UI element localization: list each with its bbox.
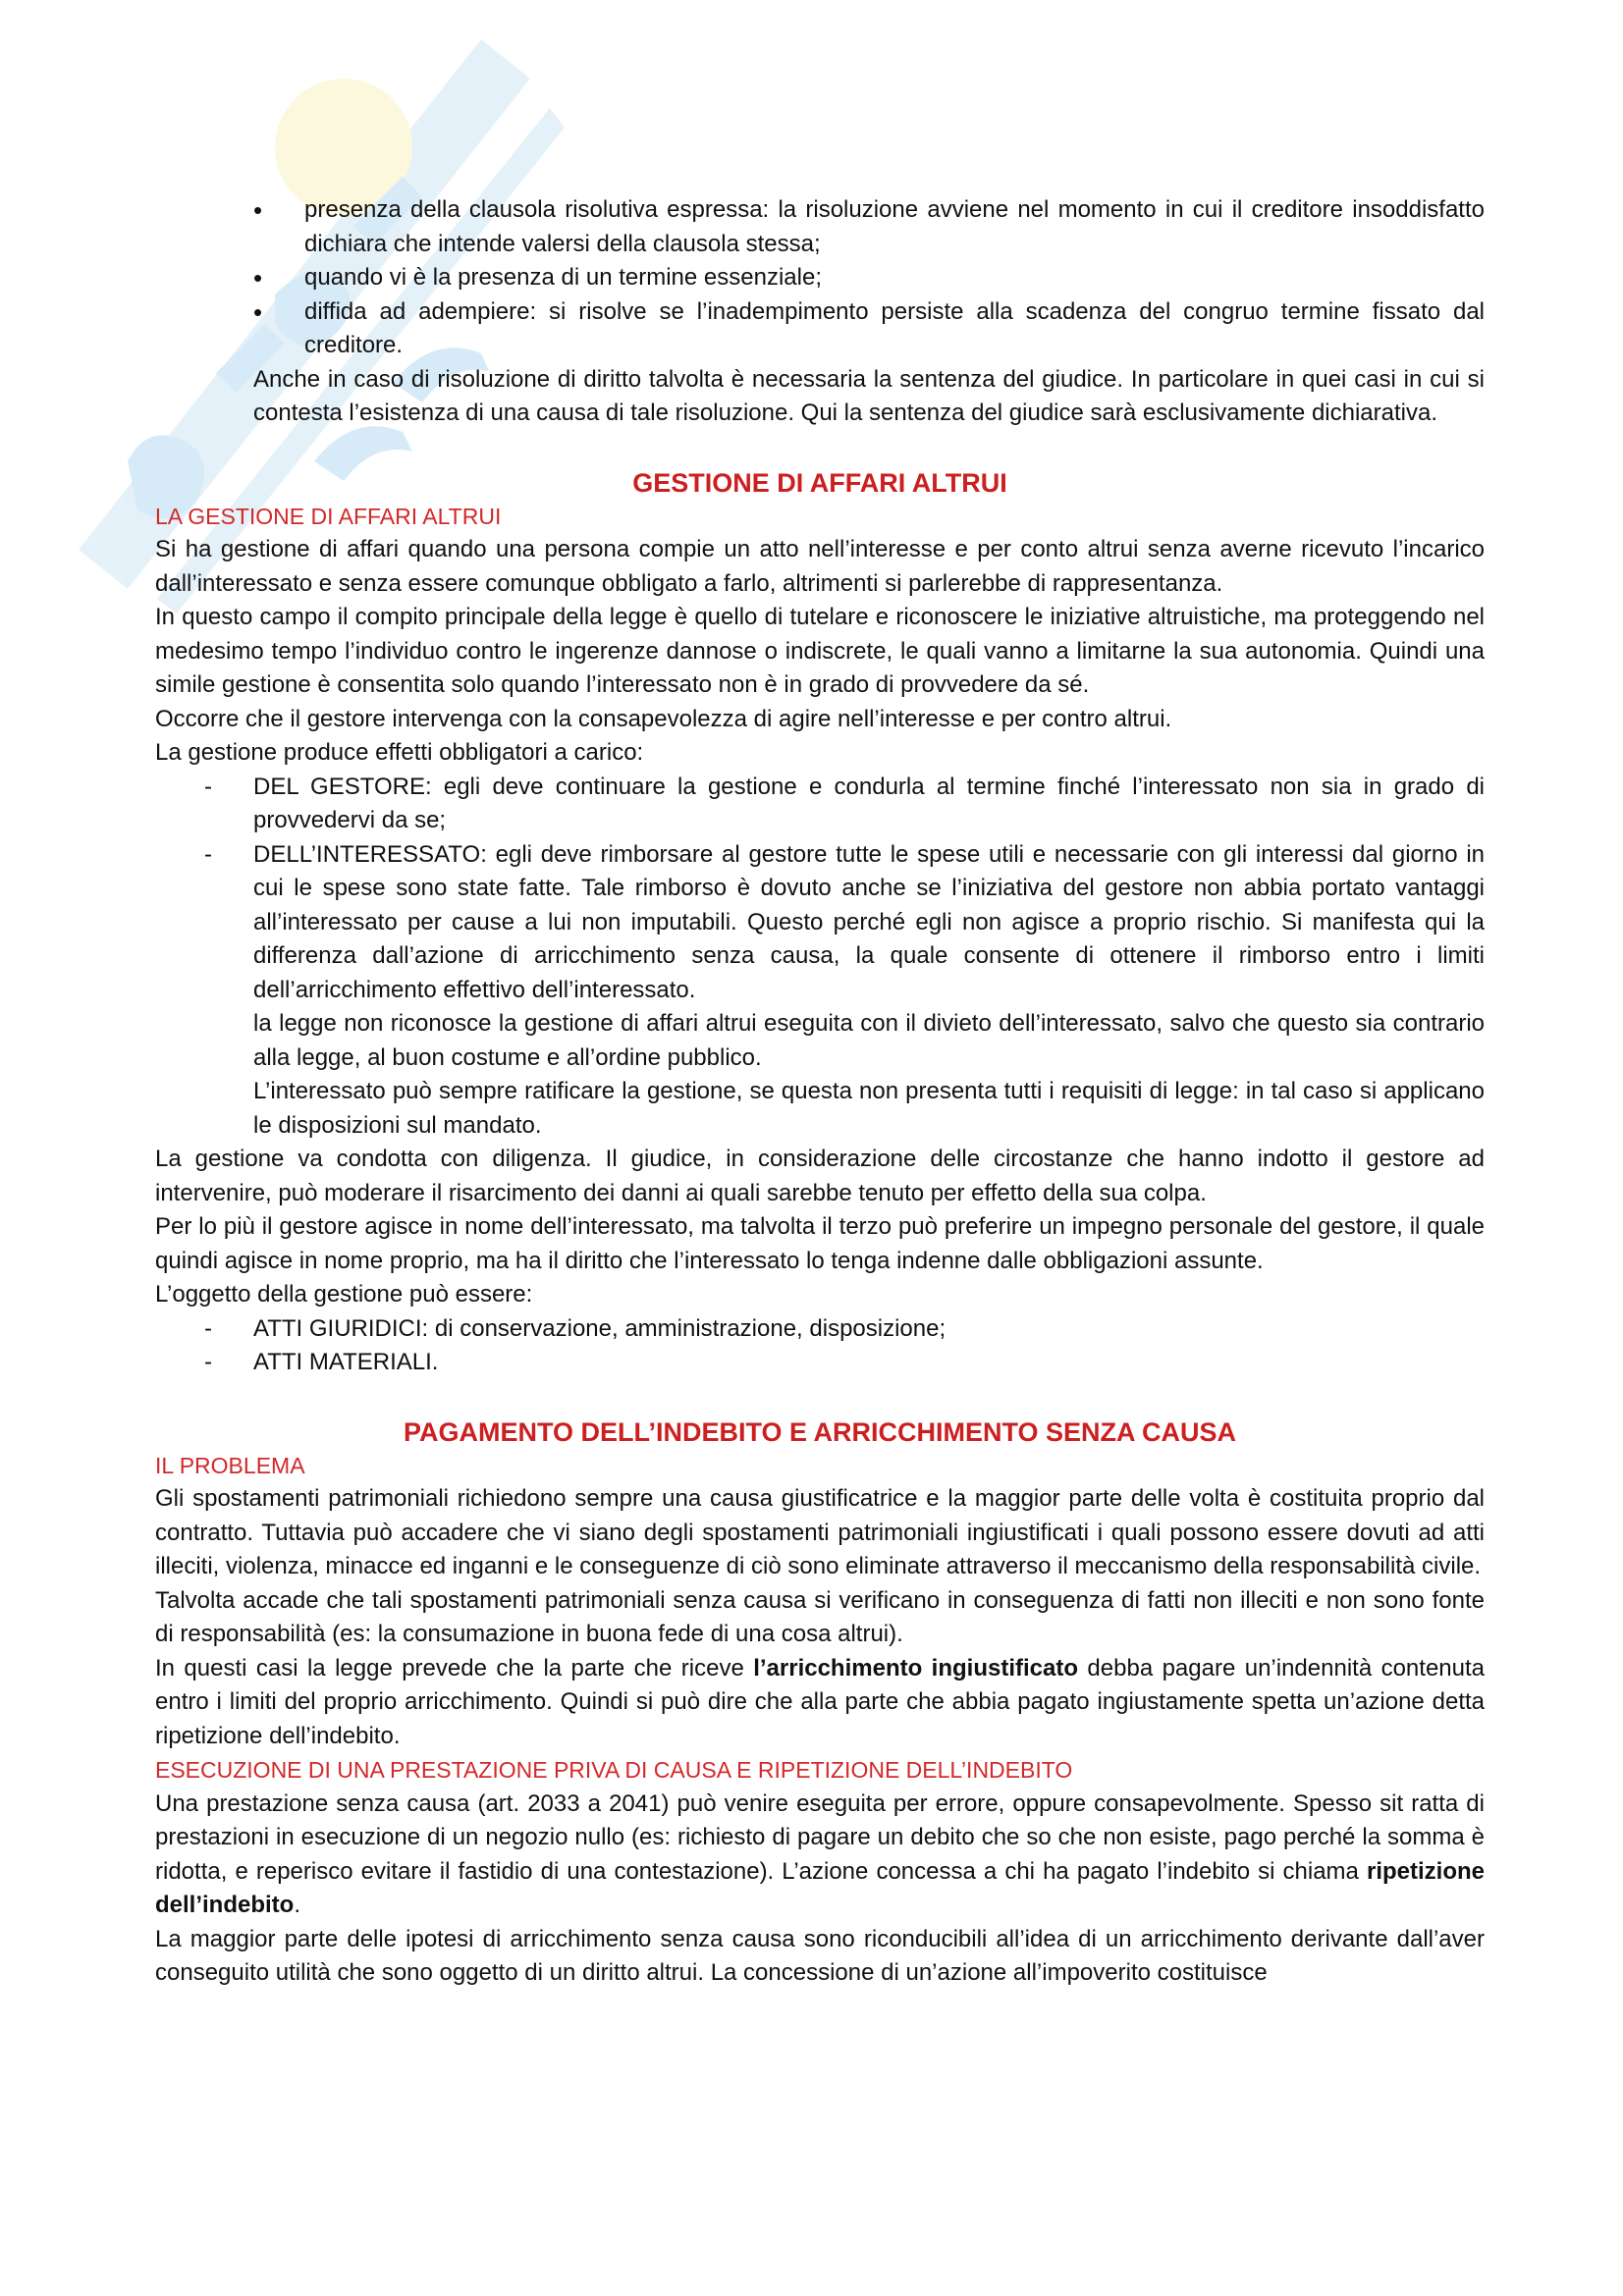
dash-list-oggetto: [155, 1312, 1485, 1380]
bullet-mark: •: [253, 296, 263, 327]
subheading-gestione: LA GESTIONE DI AFFARI ALTRUI: [155, 503, 502, 529]
paragraph: La gestione produce effetti obbligatori a carico:: [155, 739, 644, 766]
subheading-esecuzione: ESECUZIONE DI UNA PRESTAZIONE PRIVA DI CAUSA E RIPETIZIONE DELL’INDEBITO: [155, 1757, 1073, 1783]
dash-mark: -: [204, 773, 212, 800]
dash-mark: -: [204, 1349, 212, 1375]
bold-term: l’arricchimento ingiustificato: [753, 1654, 1079, 1682]
paragraph-indented: la legge non riconosce la gestione di affari altrui eseguita con il divieto dell’interessato, salvo che questo sia contrario alla legge, al buon costume e all’ordine pubblico.: [253, 1010, 1485, 1071]
paragraph: La gestione va condotta con diligenza. Il giudice, in considerazione delle circostanze che hanno indotto il gestore ad intervenire, può moderare il risarcimento dei danni ai quali sarebbe tenuto per effetto della sua colpa.: [155, 1146, 1485, 1206]
paragraph: Per lo più il gestore agisce in nome dell’interessato, ma talvolta il terzo può preferire un impegno personale del gestore, il quale quindi agisce in nome proprio, ma ha il diritto che l’interessato lo tenga indenne dalle obbligazioni assunte.: [155, 1213, 1485, 1274]
paragraph: La maggior parte delle ipotesi di arricchimento senza causa sono riconducibili all’idea di un arricchimento derivante dall’aver conseguito utilità che sono oggetto di un diritto altrui. La concessione di un’azione all’impoverito costituisce: [155, 1925, 1485, 1986]
list-item: • presenza della clausola risolutiva espressa: la risoluzione avviene nel momento in cui il creditore insoddisfatto dichiara che intende valersi della clausola stessa;: [253, 195, 1485, 257]
paragraph: In questi casi la legge prevede che la parte che riceve l’arricchimento ingiustificato debba pagare un’indennità contenuta entro i limiti del proprio arricchimento. Quindi si può dire che alla parte che abbia pagato ingiustamente spetta un’azione detta ripetizione dell’indebito.: [155, 1654, 1485, 1749]
subheading-problema: IL PROBLEMA: [155, 1452, 305, 1478]
list-item: - ATTI MATERIALI.: [204, 1346, 1485, 1380]
list-item: • diffida ad adempiere: si risolve se l’inadempimento persiste alla scadenza del congruo termine fissato dal creditore.: [253, 296, 1485, 358]
list-item: • quando vi è la presenza di un termine essenziale;: [253, 261, 1485, 295]
bullet-list-risoluzione: [155, 193, 1485, 363]
list-item: - DEL GESTORE: egli deve continuare la gestione e condurla al termine finché l’interessato non sia in grado di provvedervi da se;: [204, 771, 1485, 838]
paragraph: Occorre che il gestore intervenga con la consapevolezza di agire nell’interesse e per contro altrui.: [155, 705, 1172, 732]
paragraph: In questo campo il compito principale della legge è quello di tutelare e riconoscere le iniziative altruistiche, ma proteggendo nel medesimo tempo l’individuo contro le ingerenze dannose o indiscrete, le quali vanno a limitarne la sua autonomia. Quindi una simile gestione è consentita solo quando l’interessato non è in grado di provvedere da sé.: [155, 604, 1485, 698]
dash-list-effetti: [155, 771, 1485, 1008]
bullet-mark: •: [253, 263, 263, 293]
bold-term: ripetizione dell’indebito: [155, 1857, 1485, 1918]
dash-mark: -: [204, 840, 212, 868]
section-heading-indebito: PAGAMENTO DELL’INDEBITO E ARRICCHIMENTO SENZA CAUSA: [403, 1416, 1237, 1447]
paragraph: Gli spostamenti patrimoniali richiedono sempre una causa giustificatrice e la maggior parte delle volta è costituita proprio dal contratto. Tuttavia può accadere che vi siano degli spostamenti patrimoniali ingiustificati i quali possono essere dovuti ad atti illeciti, violenza, minacce ed inganni e le conseguenze di ciò sono eliminate attraverso il meccanismo della responsabilità civile.: [155, 1485, 1485, 1579]
paragraph-indented: L’interessato può sempre ratificare la gestione, se questa non presenta tutti i requisiti di legge: in tal caso si applicano le disposizioni sul mandato.: [253, 1078, 1485, 1139]
paragraph: Si ha gestione di affari quando una persona compie un atto nell’interesse e per conto altrui senza averne ricevuto l’incarico dall’interessato e senza essere comunque obbligato a farlo, altrimenti si parlerebbe di rappresentanza.: [155, 536, 1485, 597]
section-heading-gestione: GESTIONE DI AFFARI ALTRUI: [632, 467, 1007, 498]
bullet-mark: •: [253, 195, 263, 225]
list-item: - DELL’INTERESSATO: egli deve rimborsare al gestore tutte le spese utili e necessarie con gli interessi dal giorno in cui le spese sono state fatte. Tale rimborso è dovuto anche se l’iniziativa del gestore non abbia portato vantaggi all’interessato per cause a lui non imputabili. Questo perché egli non agisce a proprio rischio. Si manifesta qui la differenza dall’azione di arricchimento senza causa, la quale consente di ottenere il rimborso entro i limiti dell’arricchimento effettivo dell’interessato.: [204, 838, 1485, 1008]
list-item: - ATTI GIURIDICI: di conservazione, amministrazione, disposizione;: [204, 1312, 1485, 1347]
dash-mark: -: [204, 1314, 212, 1342]
paragraph-risoluzione: Anche in caso di risoluzione di diritto talvolta è necessaria la sentenza del giudice. In particolare in quei casi in cui si contesta l’esistenza di una causa di tale risoluzione. Qui la sentenza del giudice sarà esclusivamente dichiarativa.: [253, 365, 1485, 426]
paragraph: L’oggetto della gestione può essere:: [155, 1281, 533, 1308]
paragraph: Una prestazione senza causa (art. 2033 a 2041) può venire eseguita per errore, oppure consapevolmente. Spesso sit ratta di prestazioni in esecuzione di un negozio nullo (es: richiesto di pagare un debito che so che non esiste, pago perché la somma è ridotta, e reperisco evitare il fastidio di una contestazione). L’azione concessa a chi ha pagato l’indebito si chiama ripetizione dell’indebito.: [155, 1789, 1485, 1918]
document-page: [155, 193, 1485, 1991]
paragraph: Talvolta accade che tali spostamenti patrimoniali senza causa si verificano in conseguenza di fatti non illeciti e non sono fonte di responsabilità (es: la consumazione in buona fede di una cosa altrui).: [155, 1586, 1485, 1647]
